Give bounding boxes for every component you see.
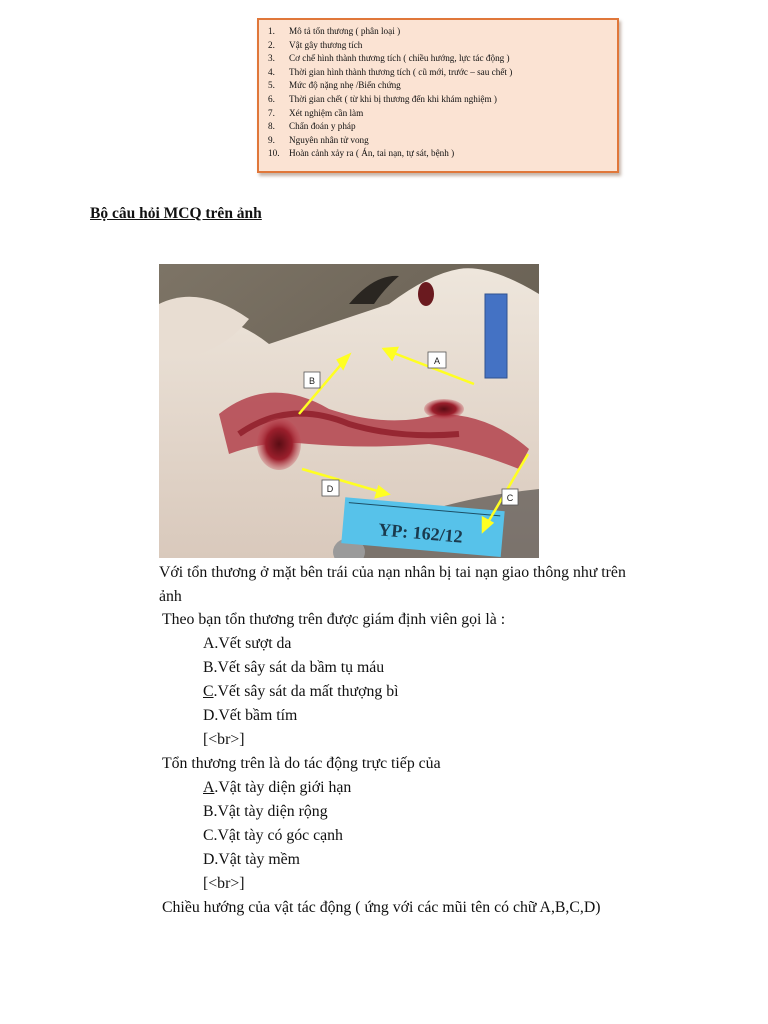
ruler-label: YP: 162/12 xyxy=(377,519,464,547)
checklist-item xyxy=(268,66,609,80)
question-1-option-b xyxy=(203,656,384,680)
forensic-photo xyxy=(159,264,539,558)
photo-illustration xyxy=(159,264,539,558)
checklist-text: Thời gian hình thành thương tích ( cũ mới, trước – sau chết ) xyxy=(289,66,513,77)
option-letter: A xyxy=(203,635,215,652)
option-letter-underlined: C xyxy=(203,683,214,700)
option-text: .Vật tày diện giới hạn xyxy=(214,779,352,796)
checklist-item xyxy=(268,79,609,93)
option-text: .Vật tày có góc cạnh xyxy=(213,827,343,844)
label-c: C xyxy=(506,493,514,503)
question-1-prompt: Theo bạn tổn thương trên được giám định viên gọi là : xyxy=(162,611,506,628)
option-text: .Vết sượt da xyxy=(214,635,292,652)
checklist-number: 8. xyxy=(268,121,275,132)
checklist-text: Nguyên nhân tử vong xyxy=(289,134,369,145)
checklist-item xyxy=(268,134,609,148)
checklist-number: 5. xyxy=(268,80,275,91)
question-1-option-d xyxy=(203,704,297,728)
option-letter: B xyxy=(203,659,214,676)
option-text: .Vật tày diện rộng xyxy=(213,803,328,820)
checklist-text: Xét nghiệm cần làm xyxy=(289,107,364,118)
checklist-item xyxy=(268,52,609,66)
checklist-number: 1. xyxy=(268,26,275,36)
option-text: .Vật tày mềm xyxy=(214,851,300,868)
checklist-item xyxy=(268,39,609,53)
checklist-text: Chẩn đoán y pháp xyxy=(289,121,356,132)
question-2-separator: [<br>] xyxy=(203,875,245,892)
checklist-text: Thời gian chết ( từ khi bị thương đến khi khám nghiệm ) xyxy=(289,93,497,104)
label-b: B xyxy=(308,376,316,386)
checklist-number: 2. xyxy=(268,39,275,50)
option-text: .Vết bầm tím xyxy=(214,707,298,724)
question-2-option-a xyxy=(203,776,351,800)
question-1-option-a xyxy=(203,632,291,656)
question-2-option-b xyxy=(203,800,328,824)
question-2-prompt: Tổn thương trên là do tác động trực tiếp của xyxy=(162,755,441,772)
question-3-prompt: Chiều hướng của vật tác động ( ứng với các mũi tên có chữ A,B,C,D) xyxy=(162,899,601,916)
option-letter: C xyxy=(203,827,214,844)
label-d: D xyxy=(326,484,334,494)
question-2-option-c xyxy=(203,824,343,848)
option-letter: D xyxy=(203,707,215,724)
option-letter: D xyxy=(203,851,215,868)
checklist-number: 3. xyxy=(268,53,275,64)
checklist-item xyxy=(268,93,609,107)
checklist-item xyxy=(268,25,609,39)
checklist-text: Hoàn cảnh xảy ra ( Án, tai nạn, tự sát, bệnh ) xyxy=(289,148,455,159)
option-text: .Vết sây sát da bầm tụ máu xyxy=(213,659,385,676)
question-1-separator: [<br>] xyxy=(203,731,245,748)
checklist-number: 10. xyxy=(268,148,280,159)
label-a: A xyxy=(433,356,441,366)
checklist-number: 6. xyxy=(268,93,275,104)
checklist-item xyxy=(268,147,609,161)
question-2-option-d xyxy=(203,848,300,872)
question-1-option-c xyxy=(203,680,399,704)
checklist-item xyxy=(268,120,609,134)
lip-wound xyxy=(418,282,434,306)
checklist-number: 7. xyxy=(268,107,275,118)
checklist-number: 9. xyxy=(268,134,275,145)
checklist-number: 4. xyxy=(268,66,275,77)
option-letter-underlined: A xyxy=(203,779,215,796)
neck-wound xyxy=(257,418,301,470)
checklist-text: Cơ chế hình thành thương tích ( chiều hướng, lực tác động ) xyxy=(289,53,510,64)
blue-marker xyxy=(485,294,507,378)
cheek-wound xyxy=(424,399,464,419)
checklist-text: Mức độ nặng nhẹ /Biến chứng xyxy=(289,80,401,91)
intro-line-1: Với tổn thương ở mặt bên trái của nạn nhân bị tai nạn giao thông như trên xyxy=(159,564,626,581)
intro-line-2: ảnh xyxy=(159,588,182,605)
checklist-item xyxy=(268,107,609,121)
checklist-box xyxy=(257,18,619,173)
option-text: .Vết sây sát da mất thượng bì xyxy=(213,683,399,700)
checklist-text: Vật gây thương tích xyxy=(289,39,363,50)
checklist-text: Mô tả tổn thương ( phân loại ) xyxy=(289,26,401,36)
option-letter: B xyxy=(203,803,214,820)
section-title: Bộ câu hỏi MCQ trên ảnh xyxy=(90,205,262,222)
